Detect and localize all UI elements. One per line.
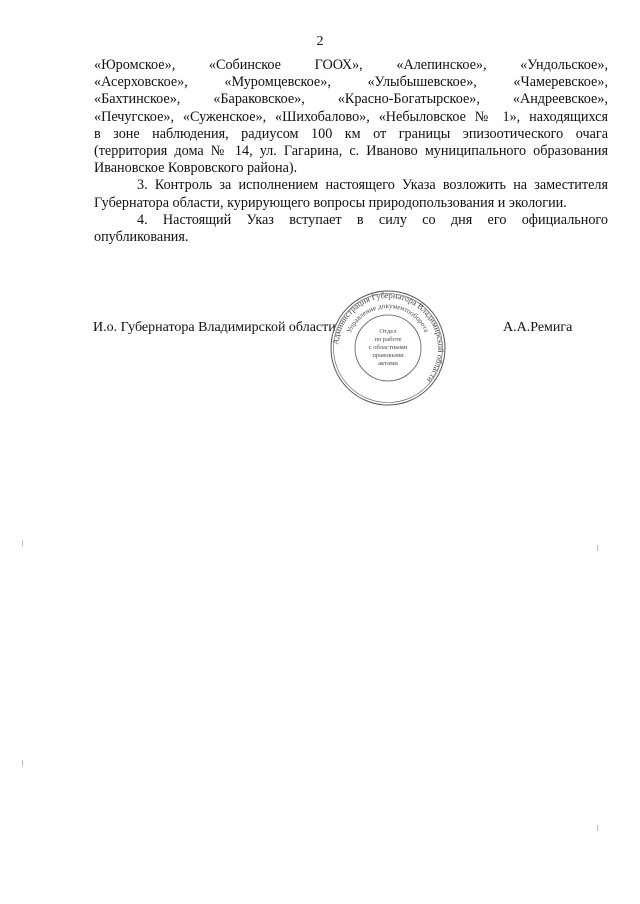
text-line: опубликования. bbox=[94, 228, 189, 245]
seal-center-line: с областными bbox=[368, 344, 408, 351]
text-line: «Юромское», «Собинское ГООХ», «Алепинское», «Ундольское», bbox=[94, 57, 608, 73]
seal-center-line: Отдел bbox=[379, 328, 397, 335]
scan-artifact-mark bbox=[22, 760, 23, 766]
signatory-name: А.А.Ремига bbox=[503, 320, 573, 335]
text-line: (территория дома № 14, ул. Гагарина, с. Иваново муниципального образования bbox=[94, 142, 608, 159]
text-line: «Печугское», «Суженское», «Шихобалово», «Небыловское № 1», находящихся bbox=[94, 108, 608, 125]
paragraph-4 bbox=[94, 212, 608, 246]
seal-center-line: по работе bbox=[374, 336, 402, 343]
seal-center-line: правовыми bbox=[372, 352, 404, 359]
text-line: «Асерховское», «Муромцевское», «Улыбышевское», «Чамеревское», bbox=[94, 74, 608, 91]
page-number: 2 bbox=[316, 34, 324, 49]
seal-center-line: актами bbox=[378, 360, 398, 367]
paragraph-1 bbox=[94, 57, 608, 177]
text-line: Губернатора области, курирующего вопросы природопользования и экологии. bbox=[94, 194, 567, 211]
text-line: 3. Контроль за исполнением настоящего Указа возложить на заместителя bbox=[137, 177, 608, 194]
seal-inner-text: Управление документооборота bbox=[345, 301, 431, 335]
text-line: в зоне наблюдения, радиусом 100 км от границы эпизоотического очага bbox=[94, 125, 608, 142]
text-line: «Бахтинское», «Бараковское», «Красно-Богатырское», «Андреевское», bbox=[94, 91, 608, 108]
document-body bbox=[94, 57, 608, 246]
seal-outer-text: Администрация Губернатора Владимирской области bbox=[331, 290, 446, 385]
scan-artifact-mark bbox=[597, 545, 598, 551]
paragraph-3 bbox=[94, 177, 608, 211]
official-seal bbox=[328, 288, 448, 408]
scan-artifact-mark bbox=[597, 825, 598, 831]
signatory-title: И.о. Губернатора Владимирской области bbox=[93, 320, 336, 335]
scan-artifact-mark bbox=[22, 540, 23, 546]
text-line: Ивановское Ковровского района). bbox=[94, 160, 298, 177]
text-line: 4. Настоящий Указ вступает в силу со дня его официального bbox=[137, 211, 608, 228]
